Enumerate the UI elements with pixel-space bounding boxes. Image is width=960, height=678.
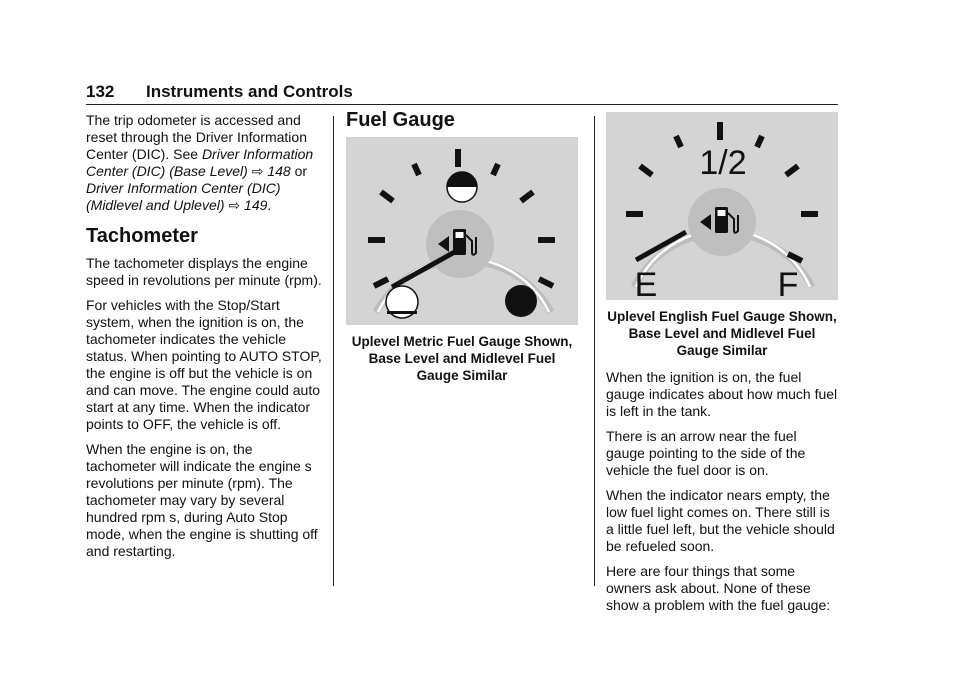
fuel-paragraph-2: There is an arrow near the fuel gauge pointing to the side of the vehicle the fuel door is on.	[606, 428, 806, 478]
fuel-paragraph-1: When the ignition is on, the fuel gauge indicates about how much fuel is left in the tank.	[606, 369, 838, 419]
fuel-gauge-heading: Fuel Gauge	[346, 109, 455, 131]
column-left	[86, 112, 324, 568]
column-middle	[346, 109, 578, 384]
page-header	[86, 82, 838, 105]
full-tank-icon	[505, 285, 537, 317]
column-divider	[594, 116, 595, 586]
metric-fuel-gauge-figure	[346, 137, 578, 325]
arrow-icon: ⇨	[251, 163, 264, 179]
arrow-icon: ⇨	[228, 197, 241, 213]
dic-midlevel-link[interactable]: Driver Information Center (DIC) (Midlevel and Uplevel)	[86, 180, 281, 213]
english-fuel-gauge-figure	[606, 112, 838, 300]
page-ref-149[interactable]: 149	[244, 197, 268, 213]
page-ref-148[interactable]: 148	[267, 163, 291, 179]
column-divider	[333, 116, 334, 586]
fuel-paragraph-4: Here are four things that some owners ask about. None of these show a problem with the fuel gauge:	[606, 563, 831, 613]
tachometer-paragraph-2: For vehicles with the Stop/Start system, when the ignition is on, the tachometer indicates the vehicle status. When pointing to AUTO STOP, the engine is off but the vehicle is on and can move. The engine could auto start at any time. When the indicator points to OFF, the vehicle is off.	[86, 297, 322, 432]
half-label: 1/2	[699, 144, 747, 182]
fuel-paragraph-3: When the indicator nears empty, the low fuel light comes on. There still is a little fuel left, but the vehicle should be refueled soon.	[606, 487, 835, 554]
full-label: F	[777, 266, 799, 300]
english-gauge-caption: Uplevel English Fuel Gauge Shown, Base Level and Midlevel Fuel Gauge Similar	[607, 309, 837, 358]
intro-paragraph: The trip odometer is accessed and reset through the Driver Information Center (DIC). See Driver Information Center (DIC) (Base Level) ⇨ 148 or Driver Information Center (DIC) (Midlevel and Uplevel) ⇨ 149.	[86, 112, 314, 213]
tachometer-paragraph-1: The tachometer displays the engine speed in revolutions per minute (rpm).	[86, 255, 322, 288]
page-number: 132	[86, 82, 115, 101]
tachometer-paragraph-3: When the engine is on, the tachometer will indicate the engine s revolutions per minute (rpm). The tachometer may vary by several hundred rpm s, during Auto Stop mode, when the engine is shutting off and restarting.	[86, 441, 318, 559]
metric-gauge-caption: Uplevel Metric Fuel Gauge Shown, Base Level and Midlevel Fuel Gauge Similar	[351, 334, 573, 383]
page-title: Instruments and Controls	[146, 82, 353, 101]
column-right	[606, 112, 838, 622]
empty-label: E	[634, 266, 658, 300]
tachometer-heading: Tachometer	[86, 225, 198, 247]
dic-base-link[interactable]: Driver Information Center (DIC) (Base Level)	[86, 146, 314, 179]
